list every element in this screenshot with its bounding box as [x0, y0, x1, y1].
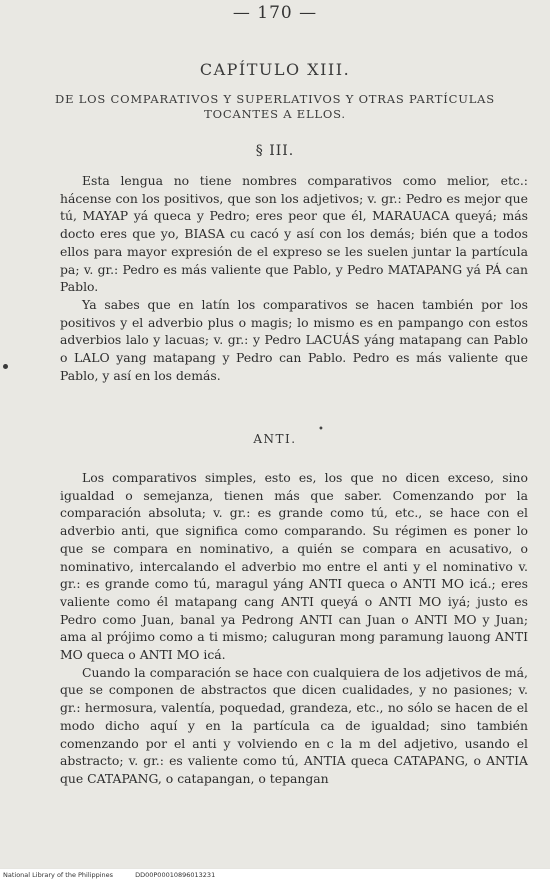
- chapter-subtitle: DE LOS COMPARATIVOS Y SUPERLATIVOS Y OTRAS PARTÍCULAS TOCANTES A ELLOS.: [55, 92, 495, 121]
- footer-library: National Library of the Philippines: [3, 871, 114, 879]
- margin-dot: [3, 364, 8, 369]
- chapter-title: CAPÍTULO XIII.: [199, 60, 351, 79]
- paragraph-3: Los comparativos simples, esto es, los que no dicen exceso, sino igualdad o semejanza, tienen más que saber. Comenzando por la comparación absoluta; v. gr.: es grande como tú, etc., se hace con el adverbio anti, que significa como comparando. Su régimen es poner lo que se compara en nominativo, a quién se compara en acusativo, o nominativo, intercalando el adverbio mo entre el anti y el nominativo v. gr.: es grande como tú, maragul yáng ANTI queca o ANTI MO icá.; eres valiente como él matapang cang ANTI queyá o ANTI MO iyá; justo es Pedro como Juan, banal ya Pedrong ANTI can Juan o ANTI MO y Juan; ama al prójimo como a ti mismo; caluguran mong paramung lauong ANTI MO queca o ANTI MO icá.: [60, 470, 528, 663]
- section-heading: § III.: [255, 143, 295, 159]
- page-number: — 170 —: [232, 3, 318, 23]
- anti-heading: ANTI.: [253, 432, 297, 446]
- body-block-2: [60, 469, 528, 788]
- paragraph-2: Ya sabes que en latín los comparativos se hacen también por los positivos y el adverbio plus o magis; lo mismo es en pampango con estos adverbios lalo y lacuas; v. gr.: y Pedro LACUÁS yáng matapang can Pablo o LALO yang matapang y Pedro can Pablo. Pedro es más valiente que Pablo, y así en los demás.: [60, 296, 528, 383]
- paragraph-4: Cuando la comparación se hace con cualquiera de los adjetivos de má, que se componen de abstractos que dicen cualidades, y no pasiones; v. gr.: hermosura, valentía, poquedad, grandeza, etc., no sólo se hacen de el modo dicho aquí y en la partícula ca de igualdad; sino también comenzando por el anti y volviendo en c la m del adjetivo, usando el abstracto; v. gr.: es valiente como tú, ANTIA queca CATAPANG, o ANTIA que CATAPANG, o catapangan, o tepangan: [60, 664, 528, 786]
- paragraph-1: Esta lengua no tiene nombres comparativos como melior, etc.: hácense con los positivos, que son los adjetivos; v. gr.: Pedro es mejor que tú, MAYAP yá queca y Pedro; eres peor que él, MARAUACA queyá; más docto eres que yo, BIASA cu cacó y así con los demás; bién que a todos ellos para mayor expresión de el expreso se les suelen juntar la partícula pa; v. gr.: Pedro es más valiente que Pablo, y Pedro MATAPANG yá PÁ can Pablo.: [60, 173, 528, 295]
- footer-code: DD00P00010896013231: [135, 871, 216, 879]
- anti-mark: •: [318, 424, 324, 435]
- scan-footer: [0, 869, 550, 882]
- body-block-1: [60, 172, 528, 384]
